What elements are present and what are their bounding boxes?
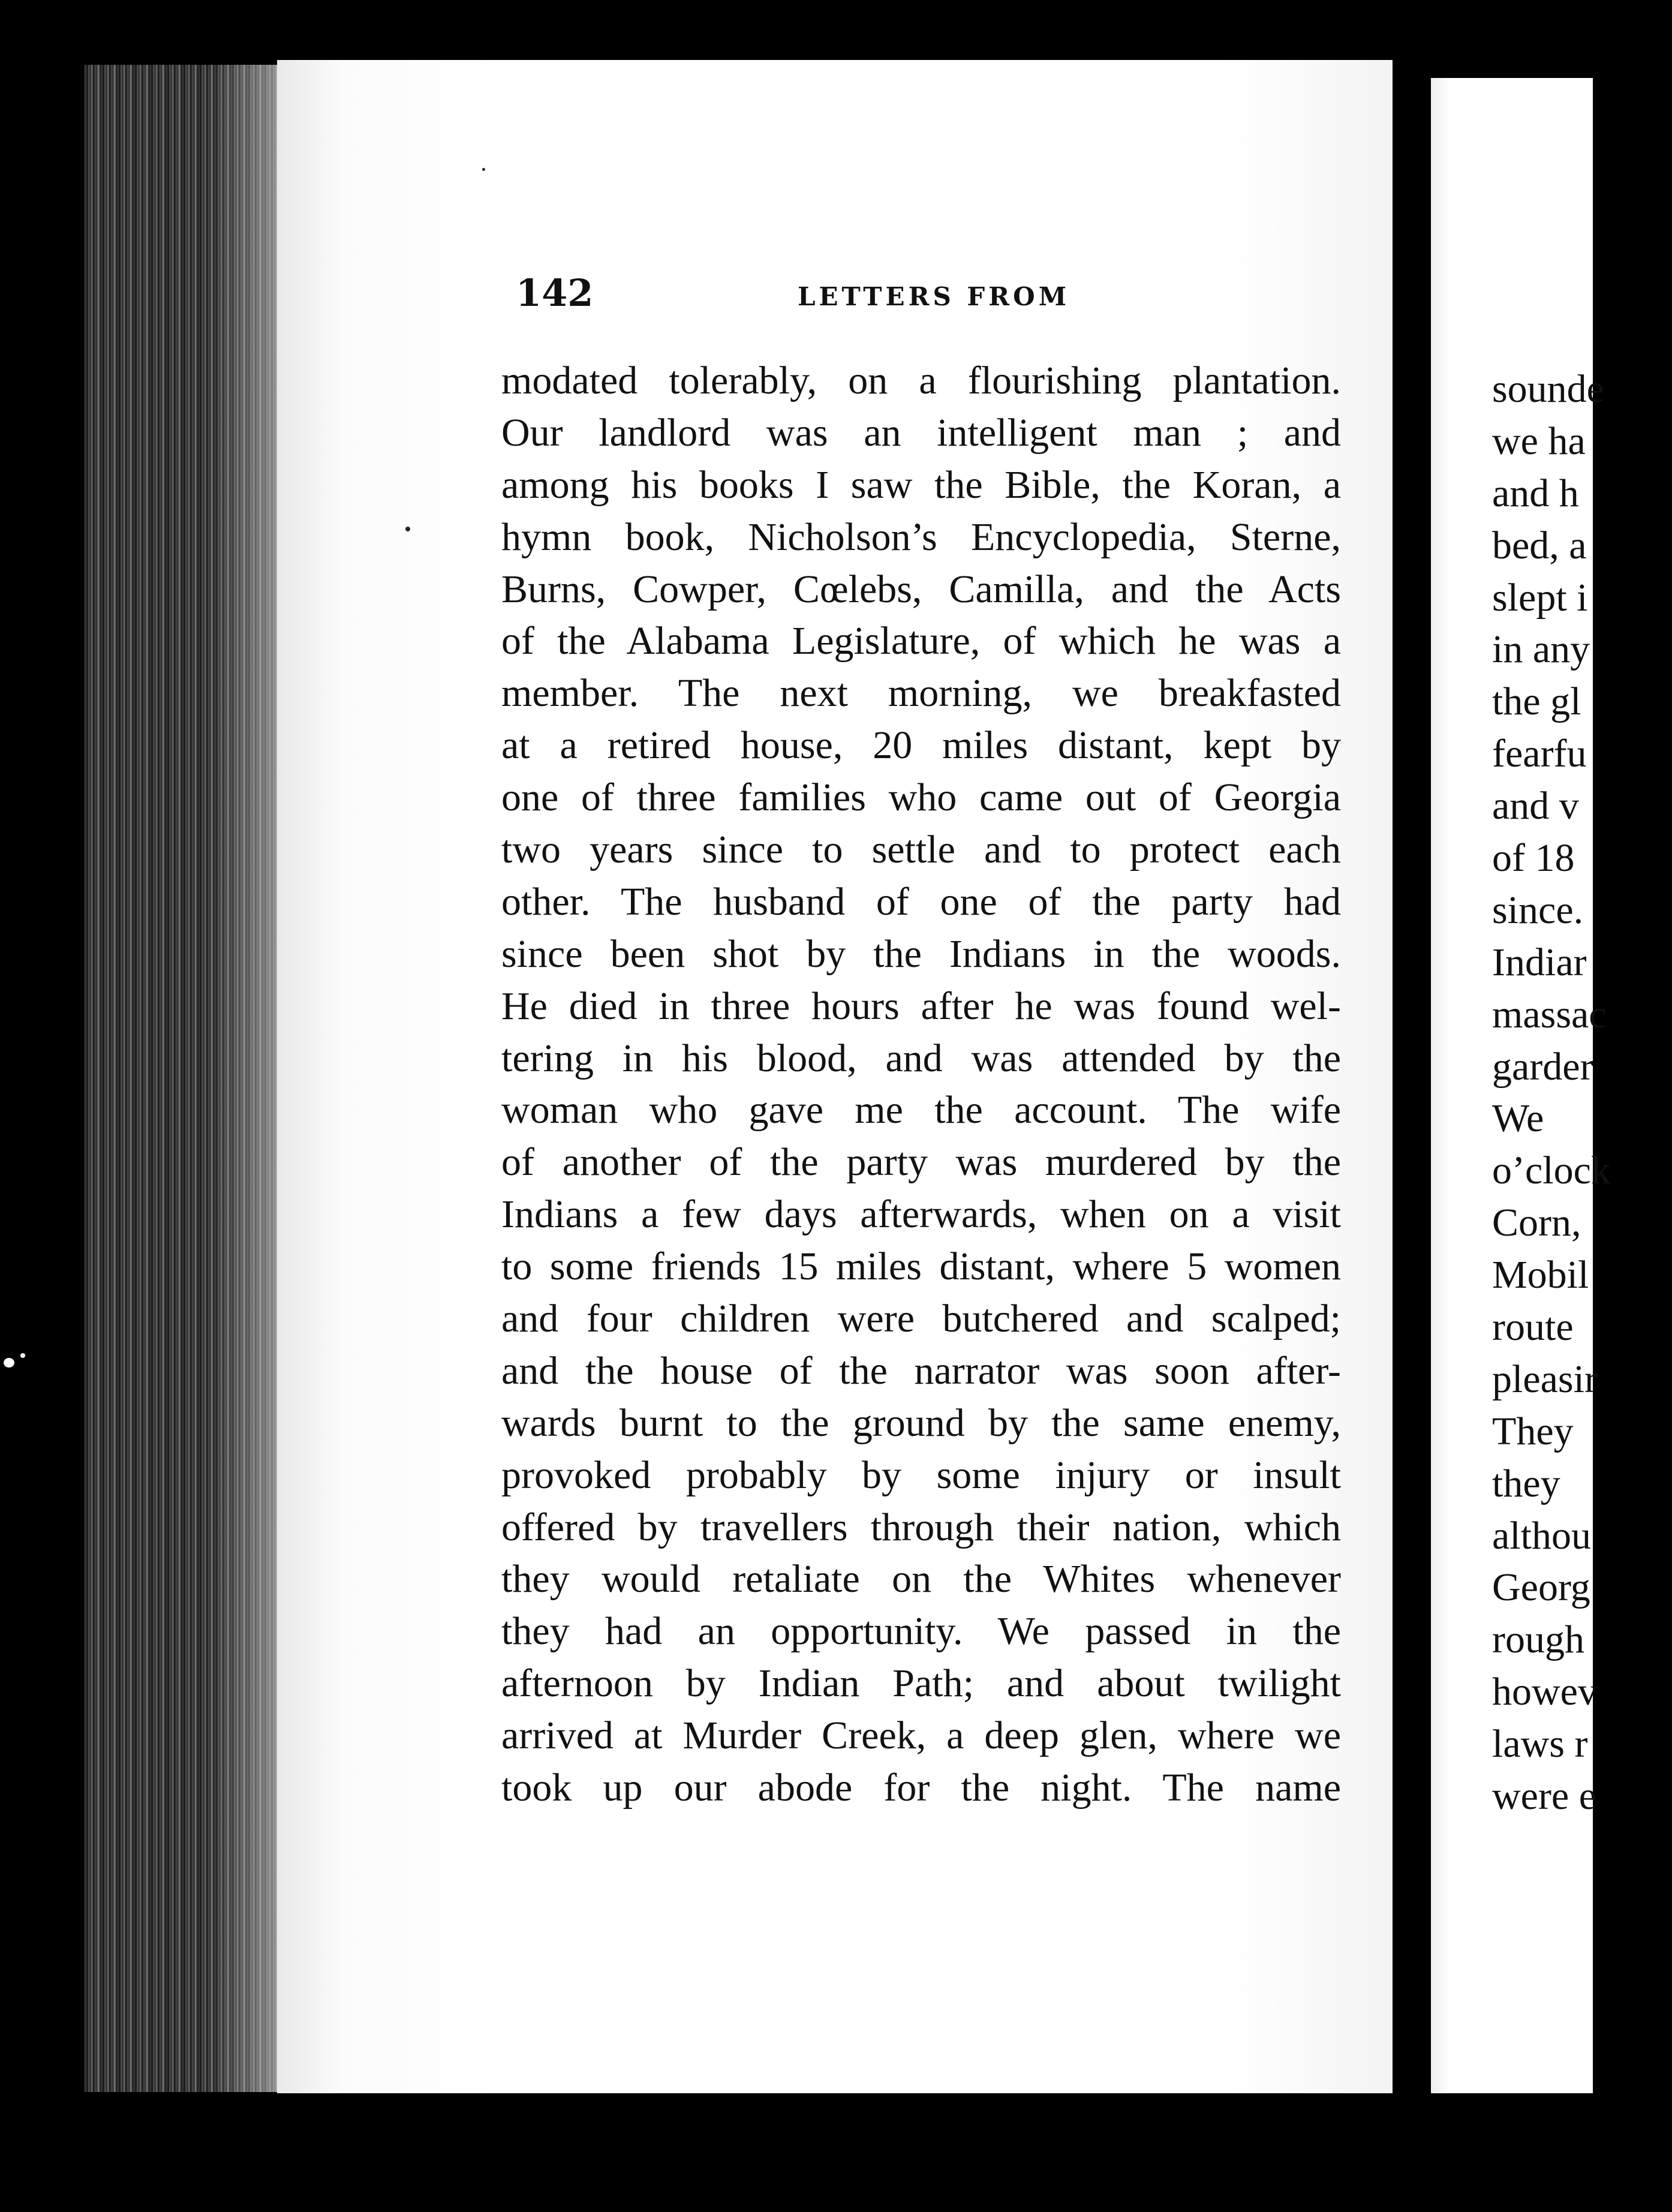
text-line: garder bbox=[1492, 1044, 1593, 1089]
text-line: they had an opportunity. We passed in the bbox=[501, 1609, 1341, 1654]
text-line: since been shot by the Indians in the woods. bbox=[501, 931, 1341, 976]
text-line: and four children were butchered and scalped; bbox=[501, 1297, 1341, 1341]
ink-speck bbox=[4, 1358, 14, 1368]
text-line: of the Alabama Legislature, of which he was a bbox=[501, 619, 1341, 663]
text-line: the gl bbox=[1492, 680, 1581, 724]
text-line: tering in his blood, and was attended by the bbox=[501, 1036, 1341, 1080]
text-line: and the house of the narrator was soon after- bbox=[501, 1348, 1341, 1393]
text-line: Mobil bbox=[1492, 1253, 1589, 1297]
text-line: hymn book, Nicholson’s Encyclopedia, Sterne, bbox=[501, 515, 1341, 559]
text-line: He died in three hours after he was found wel- bbox=[501, 984, 1341, 1028]
text-line: bed, a bbox=[1492, 523, 1587, 567]
text-line: two years since to settle and to protect each bbox=[501, 828, 1341, 872]
text-line: Our landlord was an intelligent man ; and bbox=[501, 410, 1341, 455]
ink-speck bbox=[20, 1353, 25, 1358]
text-line: Indiar bbox=[1492, 940, 1587, 984]
text-line: sounde bbox=[1492, 367, 1604, 411]
running-head: LETTERS FROM bbox=[798, 282, 1070, 311]
text-line: they would retaliate on the Whites whenever bbox=[501, 1557, 1341, 1601]
text-line: provoked probably by some injury or insult bbox=[501, 1453, 1341, 1497]
text-line: since. bbox=[1492, 888, 1584, 932]
text-line: and v bbox=[1492, 784, 1579, 828]
text-line: Georg bbox=[1492, 1565, 1590, 1610]
text-line: Burns, Cowper, Cœlebs, Camilla, and the Acts bbox=[501, 567, 1341, 611]
text-line: massac bbox=[1492, 992, 1607, 1036]
text-line: Indians a few days afterwards, when on a visit bbox=[501, 1192, 1341, 1237]
text-line: wards burnt to the ground by the same enemy, bbox=[501, 1400, 1341, 1445]
text-line: other. The husband of one of the party had bbox=[501, 879, 1341, 924]
text-line: Corn, bbox=[1492, 1201, 1581, 1245]
text-line: arrived at Murder Creek, a deep glen, where we bbox=[501, 1714, 1341, 1758]
left-page-body-text bbox=[501, 355, 1341, 1814]
text-line: member. The next morning, we breakfasted bbox=[501, 671, 1341, 716]
text-line: modated tolerably, on a flourishing plantation. bbox=[501, 359, 1341, 402]
text-line: howev bbox=[1492, 1670, 1598, 1714]
text-line: offered by travellers through their nation, which bbox=[501, 1505, 1341, 1549]
text-line: slept i bbox=[1492, 575, 1588, 620]
ink-speck bbox=[482, 168, 485, 171]
page-edge-stack bbox=[84, 65, 282, 2092]
right-page-body-text bbox=[1492, 363, 1672, 1823]
text-line: they bbox=[1492, 1461, 1560, 1505]
text-line: o’clock bbox=[1492, 1149, 1611, 1193]
ink-speck bbox=[405, 527, 410, 531]
text-line: in any bbox=[1492, 627, 1590, 672]
text-line: one of three families who came out of Georgia bbox=[501, 776, 1341, 820]
text-line: They bbox=[1492, 1409, 1574, 1453]
page-number: 142 bbox=[516, 271, 594, 315]
text-line: of 18 bbox=[1492, 836, 1575, 880]
text-line: at a retired house, 20 miles distant, kept by bbox=[501, 723, 1341, 768]
text-line: among his books I saw the Bible, the Koran, a bbox=[501, 462, 1341, 507]
text-line: laws r bbox=[1492, 1722, 1588, 1766]
text-line: were e bbox=[1492, 1774, 1597, 1819]
text-line: route bbox=[1492, 1305, 1574, 1350]
book-gutter bbox=[1393, 72, 1431, 2099]
text-line: of another of the party was murdered by the bbox=[501, 1140, 1341, 1185]
text-line: pleasir bbox=[1492, 1357, 1598, 1401]
text-line: althou bbox=[1492, 1513, 1591, 1558]
text-line: woman who gave me the account. The wife bbox=[501, 1088, 1341, 1132]
text-line: rough bbox=[1492, 1618, 1584, 1662]
text-line: fearfu bbox=[1492, 732, 1587, 776]
text-line: We bbox=[1492, 1096, 1544, 1141]
text-line: we ha bbox=[1492, 419, 1586, 463]
text-line: took up our abode for the night. The name bbox=[501, 1766, 1341, 1810]
text-line: afternoon by Indian Path; and about twilight bbox=[501, 1661, 1341, 1706]
text-line: and h bbox=[1492, 471, 1579, 515]
text-line: to some friends 15 miles distant, where 5 women bbox=[501, 1245, 1341, 1289]
